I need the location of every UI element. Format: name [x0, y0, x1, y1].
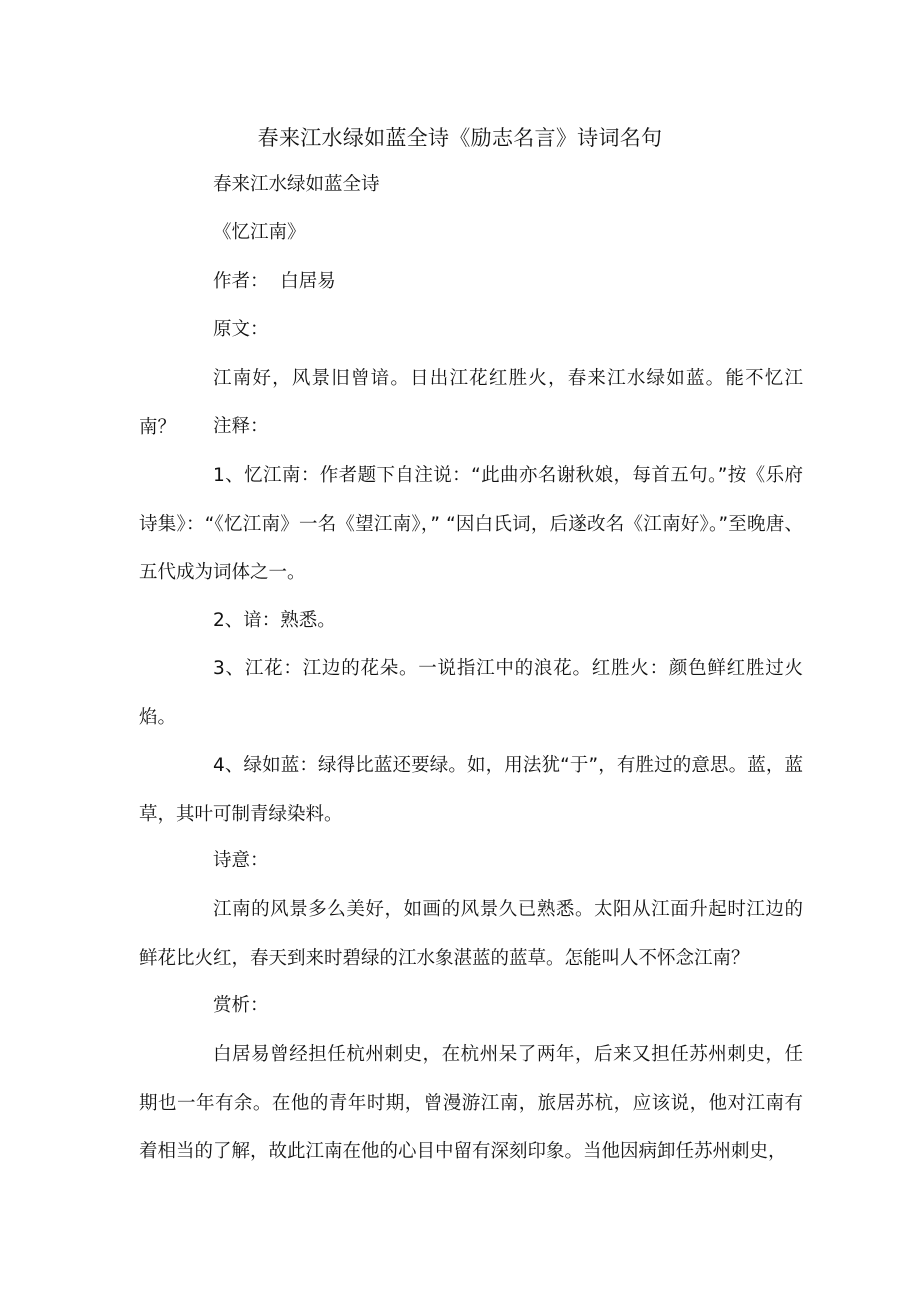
author-line: 作者： 白居易	[213, 271, 336, 292]
notes-label: 注释：	[213, 416, 269, 437]
note-item: 4、绿如蓝：绿得比蓝还要绿。如，用法犹“于”，有胜过的意思。蓝，蓝草，其叶可制青绿染料。	[139, 755, 803, 825]
original-text: 江南好，风景旧曾谙。日出江花红胜火，春来江水绿如蓝。能不忆江南？	[139, 368, 803, 438]
meaning-label: 诗意：	[213, 850, 269, 871]
note-item: 2、谙：熟悉。	[213, 610, 336, 631]
document-title: 春来江水绿如蓝全诗《励志名言》诗词名句	[257, 126, 663, 150]
note-item: 3、江花：江边的花朵。一说指江中的浪花。红胜火：颜色鲜红胜过火焰。	[139, 658, 803, 728]
poem-title: 《忆江南》	[213, 222, 306, 243]
note-item: 1、忆江南：作者题下自注说：“此曲亦名谢秋娘，每首五句。”按《乐府诗集》：“《忆江南》一名《望江南》，” “因白氏词，后遂改名《江南好》。”至晚唐、五代成为词体之一。	[139, 465, 803, 583]
appreciation-label: 赏析：	[213, 995, 269, 1016]
meaning-text: 江南的风景多么美好，如画的风景久已熟悉。太阳从江面升起时江边的鲜花比火红，春天到来时碧绿的江水象湛蓝的蓝草。怎能叫人不怀念江南？	[139, 899, 803, 969]
original-label: 原文：	[213, 319, 269, 340]
subtitle: 春来江水绿如蓝全诗	[213, 174, 380, 195]
appreciation-text: 白居易曾经担任杭州刺史，在杭州呆了两年，后来又担任苏州刺史，任期也一年有余。在他的青年时期，曾漫游江南，旅居苏杭，应该说，他对江南有着相当的了解，故此江南在他的心目中留有深刻印象。当他因病卸任苏州刺史，	[139, 1044, 803, 1162]
